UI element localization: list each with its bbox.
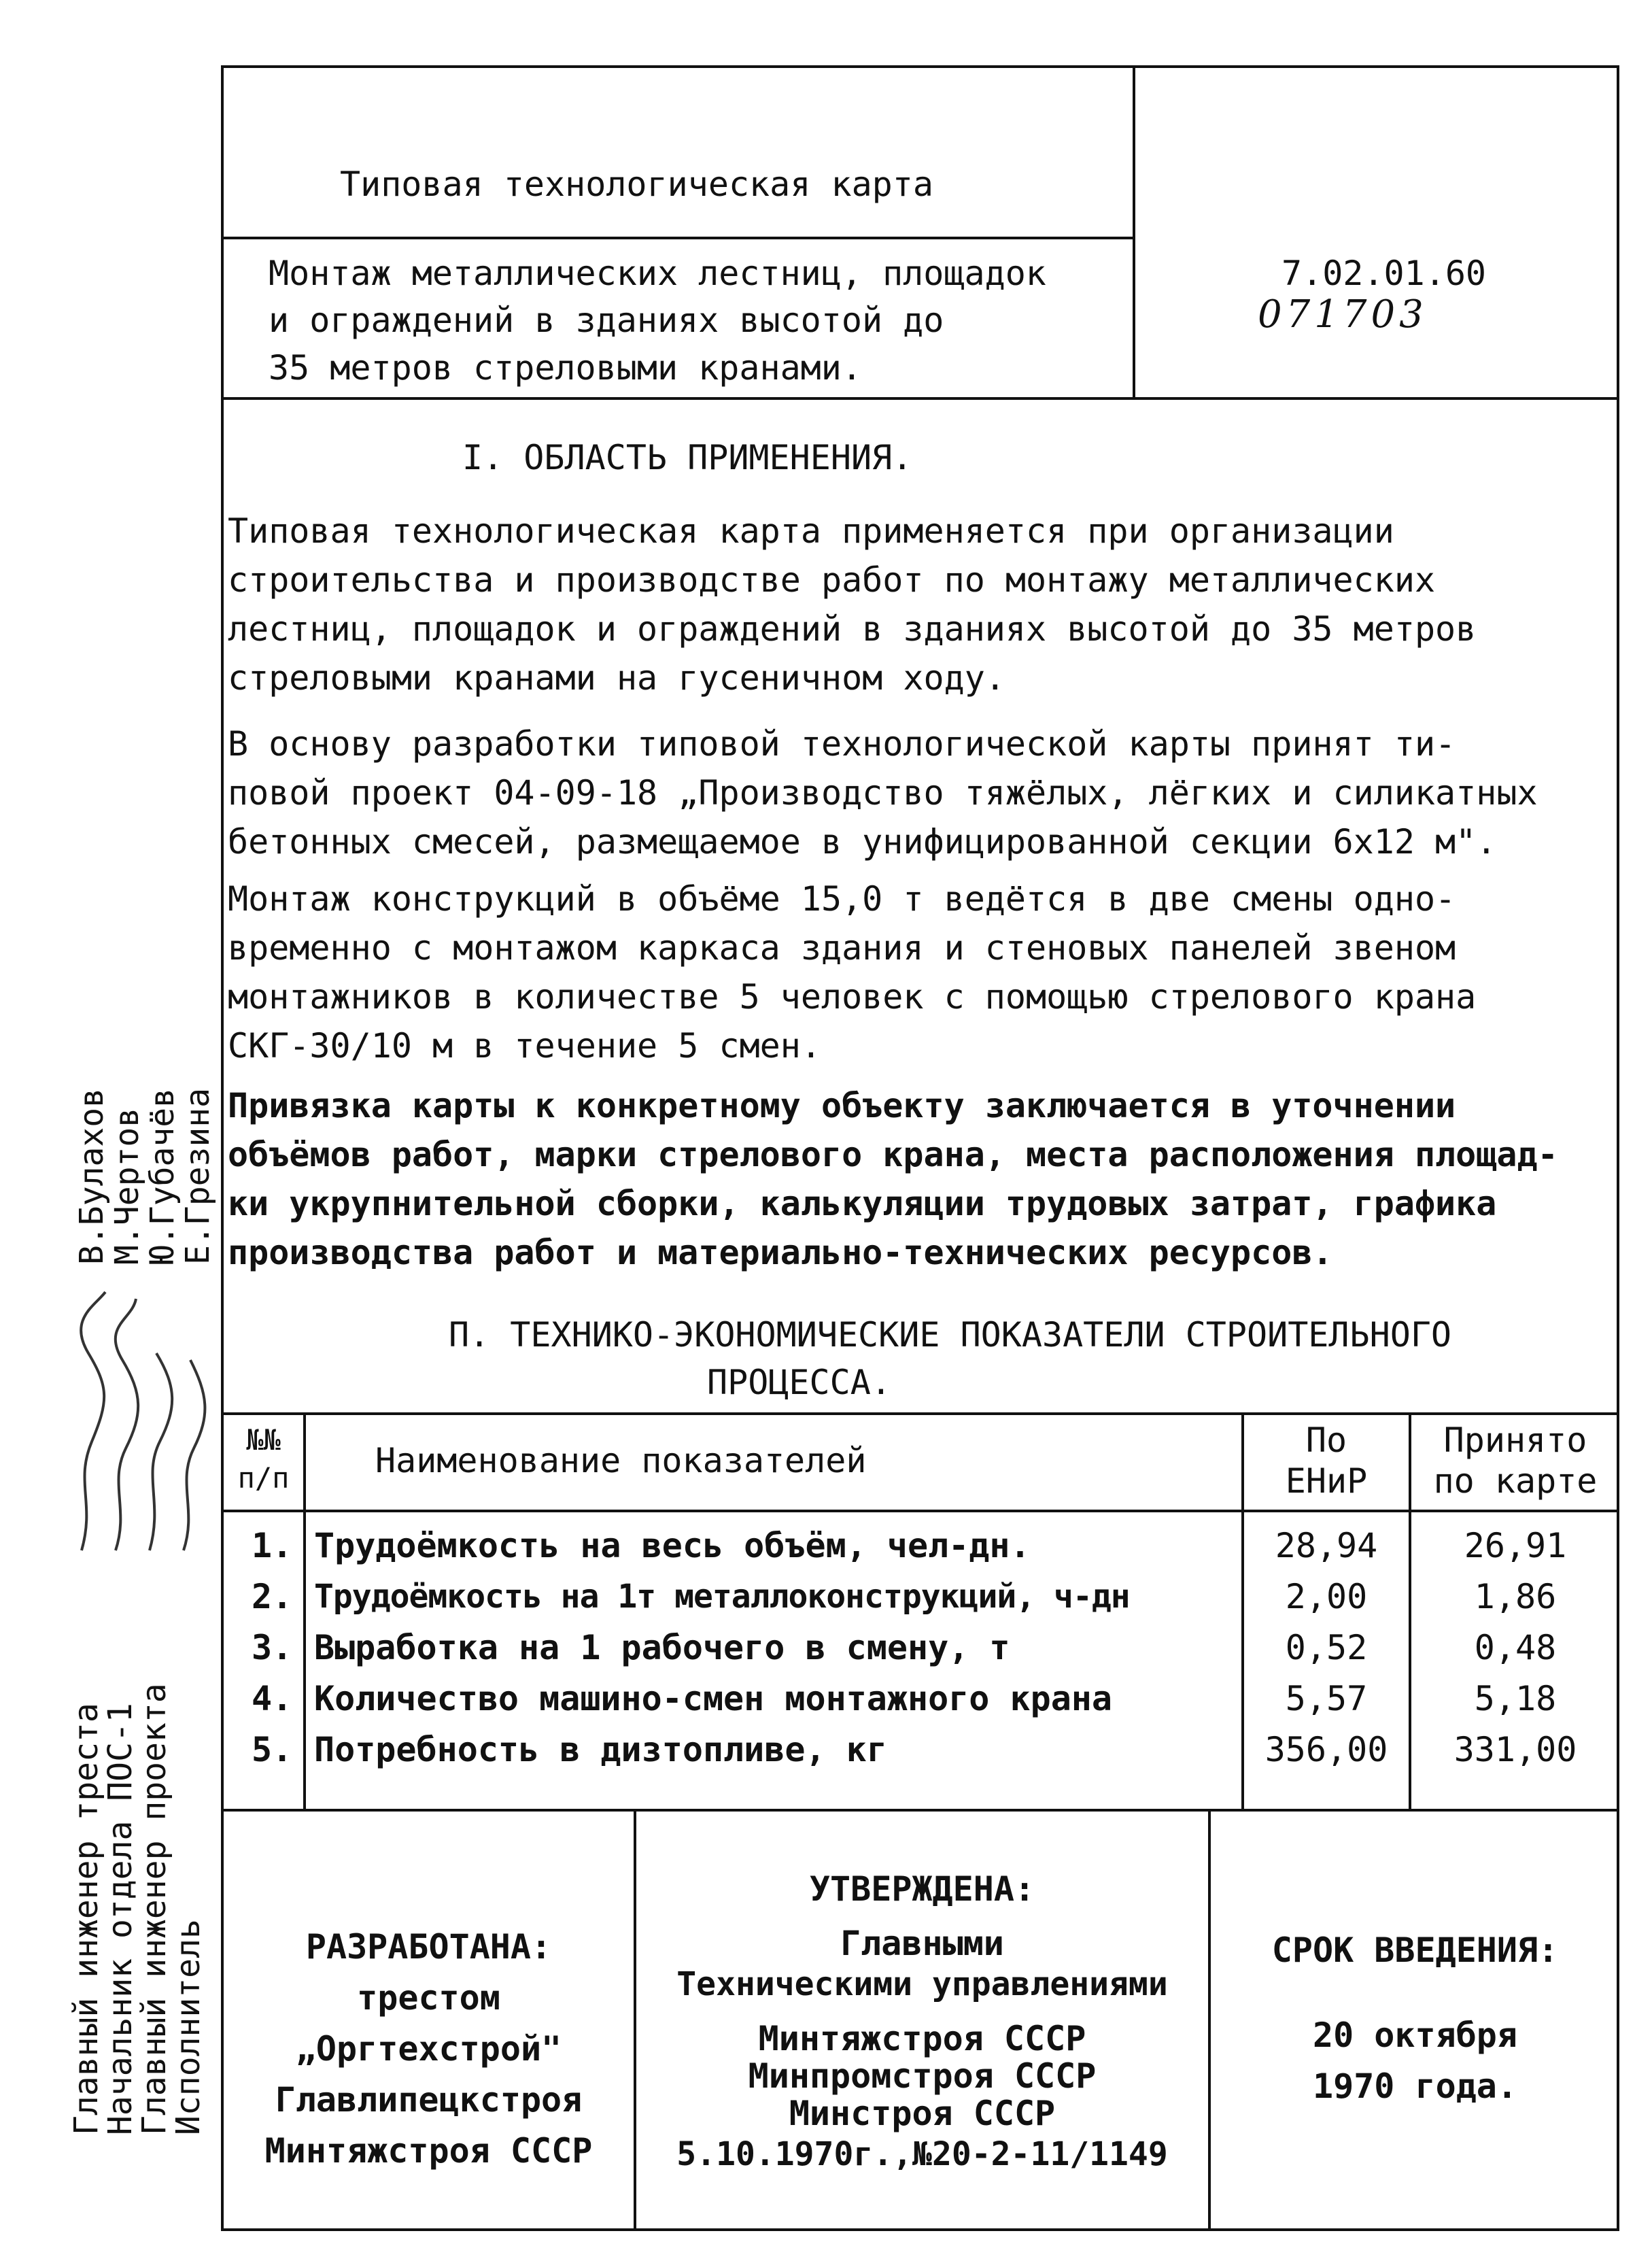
- col-header-accepted: Принято по карте: [1433, 1421, 1598, 1501]
- row-accepted: 26,91: [1464, 1526, 1567, 1565]
- row-enir: 2,00: [1285, 1577, 1368, 1616]
- row-accepted: 1,86: [1474, 1577, 1557, 1616]
- developed-line-3: Главлипецкстроя: [275, 2080, 583, 2120]
- margin-name-4: Е.Грезина: [179, 1087, 217, 1265]
- signature-icon: [68, 1278, 218, 1564]
- row-accepted: 0,48: [1474, 1628, 1557, 1667]
- developed-line-4: Минтяжстроя СССР: [264, 2131, 593, 2171]
- header-divider-vertical: [1133, 65, 1135, 397]
- row-accepted: 331,00: [1453, 1730, 1577, 1769]
- card-title: Типовая технологическая карта: [340, 165, 933, 204]
- developed-line-2: „Оргтехстрой": [295, 2029, 562, 2069]
- approved-line-6: 5.10.1970г.,№20-2-11/1149: [676, 2135, 1168, 2173]
- row-number: 4.: [252, 1679, 293, 1718]
- section-2-title-line-1: П. ТЕХНИКО-ЭКОНОМИЧЕСКИЕ ПОКАЗАТЕЛИ СТРОИТЕЛЬНОГО: [449, 1315, 1452, 1355]
- footer-top-line: [221, 1809, 1619, 1812]
- developed-label: РАЗРАБОТАНА:: [305, 1927, 552, 1967]
- header-divider-title: [221, 237, 1135, 239]
- header-divider-bottom: [221, 397, 1619, 400]
- col-header-name: Наименование показателей: [375, 1441, 867, 1480]
- row-number: 2.: [252, 1577, 293, 1616]
- row-name: Трудоёмкость на весь объём, чел-дн.: [314, 1526, 1031, 1565]
- row-enir: 0,52: [1285, 1628, 1368, 1667]
- subject-line-2: и ограждений в зданиях высотой до: [269, 301, 944, 340]
- effective-label: СРОК ВВЕДЕНИЯ:: [1271, 1931, 1559, 1970]
- col-header-num: №№ п/п: [237, 1423, 290, 1495]
- row-enir: 28,94: [1275, 1526, 1378, 1565]
- approved-line-5: Минстроя СССР: [789, 2094, 1056, 2133]
- margin-role-2: Начальник отдела ПОС-1: [101, 1703, 139, 2135]
- section-1-paragraph-3: Монтаж конструкций в объёме 15,0 т ведётся в две смены одно- временно с монтажом каркаса здания и стеновых панелей звеном монтажников в количестве 5 человек с помощью стрелового крана СКГ-30/10 м в течение 5 смен.: [228, 879, 1477, 1066]
- margin-name-3: Ю.Губачёв: [143, 1087, 182, 1265]
- row-name: Количество машино-смен монтажного крана: [314, 1679, 1112, 1718]
- approved-line-4: Минпромстроя СССР: [748, 2056, 1097, 2096]
- row-enir: 356,00: [1264, 1730, 1388, 1769]
- table-col-divider-1: [303, 1412, 306, 1809]
- margin-role-3: Главный инженер проекта: [135, 1683, 173, 2135]
- card-code-printed: 7.02.01.60: [1281, 254, 1487, 293]
- row-enir: 5,57: [1285, 1679, 1368, 1718]
- developed-line-1: трестом: [357, 1978, 500, 2018]
- margin-role-1: Главный инженер треста: [67, 1703, 105, 2135]
- margin-role-4: Исполнитель: [169, 1919, 207, 2135]
- row-accepted: 5,18: [1474, 1679, 1557, 1718]
- section-1-paragraph-2: В основу разработки типовой технологической карты принят ти- повой проект 04-09-18 „Производство тяжёлых, лёгких и силикатных бетонных смесей, размещаемое в унифицированной секции 6х12 м".: [228, 724, 1538, 862]
- section-1-title: I. ОБЛАСТЬ ПРИМЕНЕНИЯ.: [462, 438, 913, 477]
- margin-name-2: М.Чертов: [108, 1107, 146, 1265]
- approved-line-3: Минтяжстроя СССР: [758, 2019, 1086, 2058]
- row-name: Выработка на 1 рабочего в смену, т: [314, 1628, 1010, 1667]
- effective-line-1: 20 октября: [1312, 2016, 1518, 2055]
- approved-line-2: Техническими управлениями: [676, 1965, 1168, 2003]
- section-2-title-line-2: ПРОЦЕССА.: [707, 1363, 891, 1402]
- section-1-paragraph-4: Привязка карты к конкретному объекту заключается в уточнении объёмов работ, марки стрелового крана, места расположения площад- ки укрупнительной сборки, калькуляции трудовых затрат, графика производства работ и материально-технических ресурсов.: [228, 1086, 1558, 1272]
- section-1-paragraph-1: Типовая технологическая карта применяется при организации строительства и производстве работ по монтажу металлических лестниц, площадок и ограждений в зданиях высотой до 35 метров стреловыми кранами на гусеничном ходу.: [228, 511, 1477, 698]
- subject-line-1: Монтаж металлических лестниц, площадок: [269, 254, 1046, 293]
- row-number: 1.: [252, 1526, 293, 1565]
- subject-line-3: 35 метров стреловыми кранами.: [269, 348, 862, 388]
- row-number: 3.: [252, 1628, 293, 1667]
- row-name: Потребность в дизтопливе, кг: [314, 1730, 887, 1769]
- approved-label: УТВЕРЖДЕНА:: [809, 1869, 1035, 1909]
- effective-line-2: 1970 года.: [1312, 2067, 1518, 2106]
- card-code-handwritten: 071703: [1258, 292, 1428, 337]
- approved-line-1: Главными: [840, 1924, 1004, 1963]
- row-name: Трудоёмкость на 1т металлоконструкций, ч-дн: [314, 1578, 1130, 1616]
- col-header-enir: По ЕНиР: [1285, 1421, 1368, 1501]
- margin-name-1: В.Булахов: [73, 1087, 111, 1265]
- row-number: 5.: [252, 1730, 293, 1769]
